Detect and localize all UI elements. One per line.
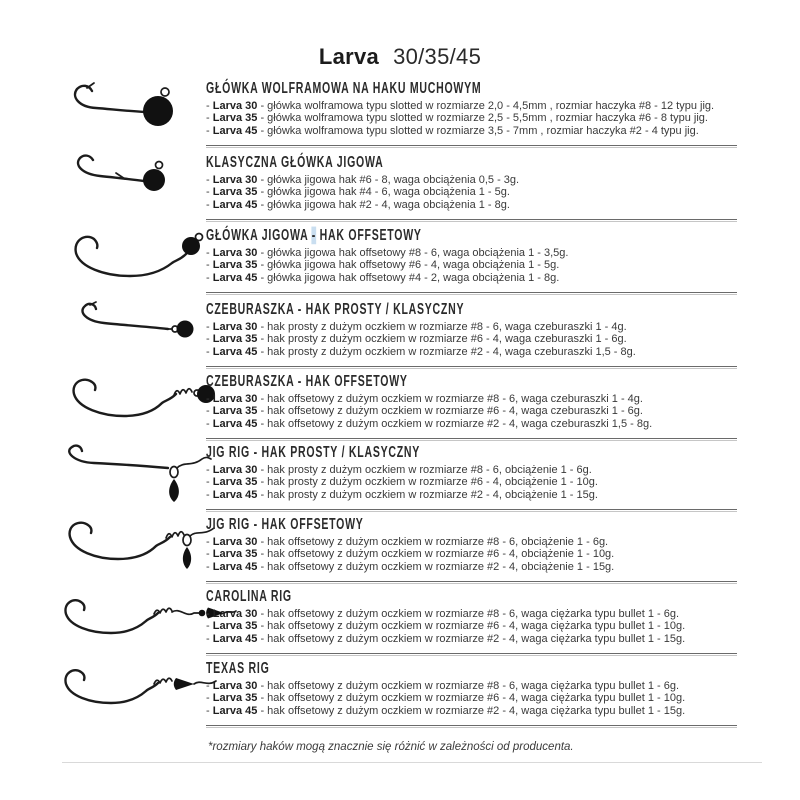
texas-rig-icon bbox=[50, 663, 226, 724]
model-description: główka jigowa hak offsetowy #8 - 6, waga obciążenia 1 - 3,5g. bbox=[267, 247, 569, 259]
section-divider bbox=[206, 145, 737, 148]
model-name: Larva 35 bbox=[212, 692, 258, 705]
section-divider bbox=[206, 581, 737, 584]
product-line: - Larva 45 - hak offsetowy z dużym oczkiem w rozmiarze #2 - 4, waga ciężarka typu bullet 1 - 15g. bbox=[206, 632, 686, 645]
model-name: Larva 30 bbox=[212, 321, 258, 333]
model-description: główka jigowa hak offsetowy #6 - 4, waga obciążenia 1 - 5g. bbox=[267, 259, 560, 272]
section-header: CAROLINA RIG bbox=[206, 587, 292, 606]
model-description: hak offsetowy z dużym oczkiem w rozmiarze #8 - 6, waga czeburaszki 1 - 4g. bbox=[267, 393, 643, 405]
section-header: TEXAS RIG bbox=[206, 659, 270, 678]
model-name: Larva 35 bbox=[212, 548, 258, 561]
model-description: hak offsetowy z dużym oczkiem w rozmiarze #6 - 4, waga ciężarka typu bullet 1 - 10g. bbox=[267, 692, 686, 705]
section-jig-rig-prosty bbox=[206, 444, 746, 512]
product-line: - Larva 35 - hak prosty z dużym oczkiem w rozmiarze #6 - 4, waga czeburaszki 1 - 6g. bbox=[206, 333, 627, 346]
model-description: główka wolframowa typu slotted w rozmiarze 2,0 - 4,5mm , rozmiar haczyka #8 - 12 typu jig. bbox=[267, 100, 715, 112]
model-description: hak prosty z dużym oczkiem w rozmiarze #2 - 4, obciążenie 1 - 15g. bbox=[267, 488, 598, 501]
model-name: Larva 45 bbox=[212, 124, 258, 137]
product-line: - Larva 45 - główka wolframowa typu slotted w rozmiarze 3,5 - 7mm , rozmiar haczyka #2 - 4 typu jig. bbox=[206, 124, 699, 137]
model-name: Larva 30 bbox=[212, 100, 258, 112]
section-glowka-wolframowa bbox=[206, 80, 746, 148]
section-header: KLASYCZNA GŁÓWKA JIGOWA bbox=[206, 153, 384, 172]
model-description: hak offsetowy z dużym oczkiem w rozmiarze #2 - 4, waga czeburaszki 1,5 - 8g. bbox=[267, 417, 653, 430]
section-czeburaszka-offset bbox=[206, 373, 746, 441]
model-name: Larva 35 bbox=[212, 112, 258, 125]
section-divider bbox=[206, 438, 737, 441]
product-line: - Larva 45 - hak offsetowy z dużym oczkiem w rozmiarze #2 - 4, obciążenie 1 - 15g. bbox=[206, 560, 615, 573]
product-line: - Larva 35 - główka wolframowa typu slotted w rozmiarze 2,5 - 5,5mm , rozmiar haczyka #6 - 8 typu jig. bbox=[206, 112, 708, 125]
model-name: Larva 30 bbox=[212, 464, 258, 476]
product-line: - Larva 45 - hak prosty z dużym oczkiem w rozmiarze #2 - 4, waga czeburaszki 1,5 - 8g. bbox=[206, 345, 636, 358]
model-description: hak offsetowy z dużym oczkiem w rozmiarze #2 - 4, obciążenie 1 - 15g. bbox=[267, 560, 615, 573]
section-divider bbox=[206, 653, 737, 656]
product-line: - Larva 45 - hak offsetowy z dużym oczkiem w rozmiarze #2 - 4, waga czeburaszki 1,5 - 8g. bbox=[206, 417, 653, 430]
model-description: hak prosty z dużym oczkiem w rozmiarze #8 - 6, waga czeburaszki 1 - 4g. bbox=[267, 321, 627, 333]
section-divider bbox=[206, 725, 737, 728]
product-line: - Larva 35 - hak prosty z dużym oczkiem w rozmiarze #6 - 4, obciążenie 1 - 10g. bbox=[206, 476, 598, 489]
model-name: Larva 45 bbox=[212, 417, 258, 430]
product-line: - Larva 45 - hak offsetowy z dużym oczkiem w rozmiarze #2 - 4, waga ciężarka typu bullet 1 - 15g. bbox=[206, 704, 686, 717]
section-header: JIG RIG - HAK PROSTY / KLASYCZNY bbox=[206, 443, 421, 462]
section-jig-rig-offset bbox=[206, 516, 746, 584]
product-line: - Larva 35 - hak offsetowy z dużym oczkiem w rozmiarze #6 - 4, waga ciężarka typu bullet 1 - 10g. bbox=[206, 692, 686, 705]
model-name: Larva 35 bbox=[212, 620, 258, 633]
model-description: główka wolframowa typu slotted w rozmiarze 2,5 - 5,5mm , rozmiar haczyka #6 - 8 typu jig. bbox=[267, 112, 708, 125]
model-name: Larva 45 bbox=[212, 271, 258, 284]
model-description: hak offsetowy z dużym oczkiem w rozmiarze #6 - 4, waga czeburaszki 1 - 6g. bbox=[267, 405, 643, 418]
product-line: - Larva 30 - hak offsetowy z dużym oczkiem w rozmiarze #8 - 6, obciążenie 1 - 6g. bbox=[206, 536, 609, 548]
model-name: Larva 45 bbox=[212, 560, 258, 573]
product-line: - Larva 30 - główka jigowa hak offsetowy #8 - 6, waga obciążenia 1 - 3,5g. bbox=[206, 247, 569, 259]
model-name: Larva 30 bbox=[212, 680, 258, 692]
product-line: - Larva 35 - główka jigowa hak offsetowy #6 - 4, waga obciążenia 1 - 5g. bbox=[206, 259, 560, 272]
model-description: hak prosty z dużym oczkiem w rozmiarze #6 - 4, obciążenie 1 - 10g. bbox=[267, 476, 598, 489]
model-description: główka jigowa hak #6 - 8, waga obciążenia 0,5 - 3g. bbox=[267, 174, 520, 186]
model-name: Larva 45 bbox=[212, 632, 258, 645]
section-header: CZEBURASZKA - HAK PROSTY / KLASYCZNY bbox=[206, 300, 465, 319]
section-glowka-jigowa-offset bbox=[206, 227, 746, 295]
model-name: Larva 30 bbox=[212, 608, 258, 620]
model-name: Larva 45 bbox=[212, 198, 258, 211]
page-title bbox=[0, 44, 800, 70]
cheburashka-straight-hook-icon bbox=[70, 301, 198, 350]
product-line: - Larva 30 - hak offsetowy z dużym oczkiem w rozmiarze #8 - 6, waga ciężarka typu bullet 1 - 6g. bbox=[206, 680, 680, 692]
model-name: Larva 35 bbox=[212, 186, 258, 199]
model-description: hak offsetowy z dużym oczkiem w rozmiarze #2 - 4, waga ciężarka typu bullet 1 - 15g. bbox=[267, 704, 686, 717]
model-name: Larva 30 bbox=[212, 247, 258, 259]
model-name: Larva 30 bbox=[212, 536, 258, 548]
jig-rig-offset-hook-icon bbox=[54, 515, 218, 582]
cheburashka-offset-hook-icon bbox=[60, 373, 218, 432]
model-description: hak offsetowy z dużym oczkiem w rozmiarze #6 - 4, waga ciężarka typu bullet 1 - 10g. bbox=[267, 620, 686, 633]
classic-jig-head-icon bbox=[68, 153, 178, 206]
model-name: Larva 45 bbox=[212, 488, 258, 501]
product-line: - Larva 30 - hak offsetowy z dużym oczkiem w rozmiarze #8 - 6, waga czeburaszki 1 - 4g. bbox=[206, 393, 643, 405]
product-line: - Larva 30 - hak prosty z dużym oczkiem w rozmiarze #8 - 6, waga czeburaszki 1 - 4g. bbox=[206, 321, 627, 333]
section-carolina-rig bbox=[206, 588, 746, 656]
model-name: Larva 35 bbox=[212, 476, 258, 489]
highlighted-text: - bbox=[311, 226, 316, 245]
section-divider bbox=[206, 219, 737, 222]
section-divider bbox=[206, 509, 737, 512]
jig-rig-straight-hook-icon bbox=[56, 444, 214, 511]
model-description: hak prosty z dużym oczkiem w rozmiarze #2 - 4, waga czeburaszki 1,5 - 8g. bbox=[267, 345, 636, 358]
brand-name: Larva bbox=[318, 44, 380, 69]
section-header: GŁÓWKA WOLFRAMOWA NA HAKU MUCHOWYM bbox=[206, 79, 482, 98]
section-header: CZEBURASZKA - HAK OFFSETOWY bbox=[206, 372, 408, 391]
section-header: JIG RIG - HAK OFFSETOWY bbox=[206, 515, 364, 534]
jig-head-offset-hook-icon bbox=[60, 229, 210, 292]
model-description: hak offsetowy z dużym oczkiem w rozmiarze #2 - 4, waga ciężarka typu bullet 1 - 15g. bbox=[267, 632, 686, 645]
model-name: Larva 30 bbox=[212, 393, 258, 405]
model-name: Larva 35 bbox=[212, 405, 258, 418]
section-header: GŁÓWKA JIGOWA - HAK OFFSETOWY bbox=[206, 226, 422, 245]
model-description: główka jigowa hak offsetowy #4 - 2, waga obciążenia 1 - 8g. bbox=[267, 271, 560, 284]
model-name: Larva 35 bbox=[212, 259, 258, 272]
model-description: hak prosty z dużym oczkiem w rozmiarze #8 - 6, obciążenie 1 - 6g. bbox=[267, 464, 592, 476]
product-line: - Larva 30 - główka jigowa hak #6 - 8, waga obciążenia 0,5 - 3g. bbox=[206, 174, 520, 186]
model-description: główka wolframowa typu slotted w rozmiarze 3,5 - 7mm , rozmiar haczyka #2 - 4 typu jig. bbox=[267, 124, 699, 137]
section-klasyczna-glowka bbox=[206, 154, 746, 222]
model-description: hak offsetowy z dużym oczkiem w rozmiarze #8 - 6, waga ciężarka typu bullet 1 - 6g. bbox=[267, 608, 680, 620]
tungsten-head-fly-hook-icon bbox=[66, 82, 186, 141]
model-description: główka jigowa hak #2 - 4, waga obciążenia 1 - 8g. bbox=[267, 198, 510, 211]
product-line: - Larva 35 - główka jigowa hak #4 - 6, waga obciążenia 1 - 5g. bbox=[206, 186, 510, 199]
product-line: - Larva 30 - główka wolframowa typu slotted w rozmiarze 2,0 - 4,5mm , rozmiar haczyka #8 - 12 typu jig. bbox=[206, 100, 715, 112]
bottom-divider bbox=[62, 762, 762, 763]
product-line: - Larva 30 - hak prosty z dużym oczkiem w rozmiarze #8 - 6, obciążenie 1 - 6g. bbox=[206, 464, 592, 476]
product-line: - Larva 35 - hak offsetowy z dużym oczkiem w rozmiarze #6 - 4, waga ciężarka typu bullet 1 - 10g. bbox=[206, 620, 686, 633]
product-line: - Larva 35 - hak offsetowy z dużym oczkiem w rozmiarze #6 - 4, waga czeburaszki 1 - 6g. bbox=[206, 405, 643, 418]
model-sizes: 30/35/45 bbox=[393, 44, 482, 69]
model-description: hak prosty z dużym oczkiem w rozmiarze #6 - 4, waga czeburaszki 1 - 6g. bbox=[267, 333, 627, 346]
model-description: hak offsetowy z dużym oczkiem w rozmiarze #8 - 6, obciążenie 1 - 6g. bbox=[267, 536, 609, 548]
model-name: Larva 45 bbox=[212, 704, 258, 717]
model-description: hak offsetowy z dużym oczkiem w rozmiarze #6 - 4, obciążenie 1 - 10g. bbox=[267, 548, 615, 561]
section-texas-rig bbox=[206, 660, 746, 728]
product-line: - Larva 30 - hak offsetowy z dużym oczkiem w rozmiarze #8 - 6, waga ciężarka typu bullet 1 - 6g. bbox=[206, 608, 680, 620]
product-line: - Larva 45 - główka jigowa hak offsetowy #4 - 2, waga obciążenia 1 - 8g. bbox=[206, 271, 560, 284]
model-name: Larva 45 bbox=[212, 345, 258, 358]
model-name: Larva 30 bbox=[212, 174, 258, 186]
model-name: Larva 35 bbox=[212, 333, 258, 346]
section-czeburaszka-prosty bbox=[206, 301, 746, 369]
section-divider bbox=[206, 366, 737, 369]
model-description: główka jigowa hak #4 - 6, waga obciążenia 1 - 5g. bbox=[267, 186, 510, 199]
model-description: hak offsetowy z dużym oczkiem w rozmiarze #8 - 6, waga ciężarka typu bullet 1 - 6g. bbox=[267, 680, 680, 692]
footnote: *rozmiary haków mogą znacznie się różnić w zależności od producenta. bbox=[208, 741, 574, 753]
product-line: - Larva 35 - hak offsetowy z dużym oczkiem w rozmiarze #6 - 4, obciążenie 1 - 10g. bbox=[206, 548, 615, 561]
product-line: - Larva 45 - główka jigowa hak #2 - 4, waga obciążenia 1 - 8g. bbox=[206, 198, 510, 211]
section-divider bbox=[206, 292, 737, 295]
product-line: - Larva 45 - hak prosty z dużym oczkiem w rozmiarze #2 - 4, obciążenie 1 - 15g. bbox=[206, 488, 598, 501]
